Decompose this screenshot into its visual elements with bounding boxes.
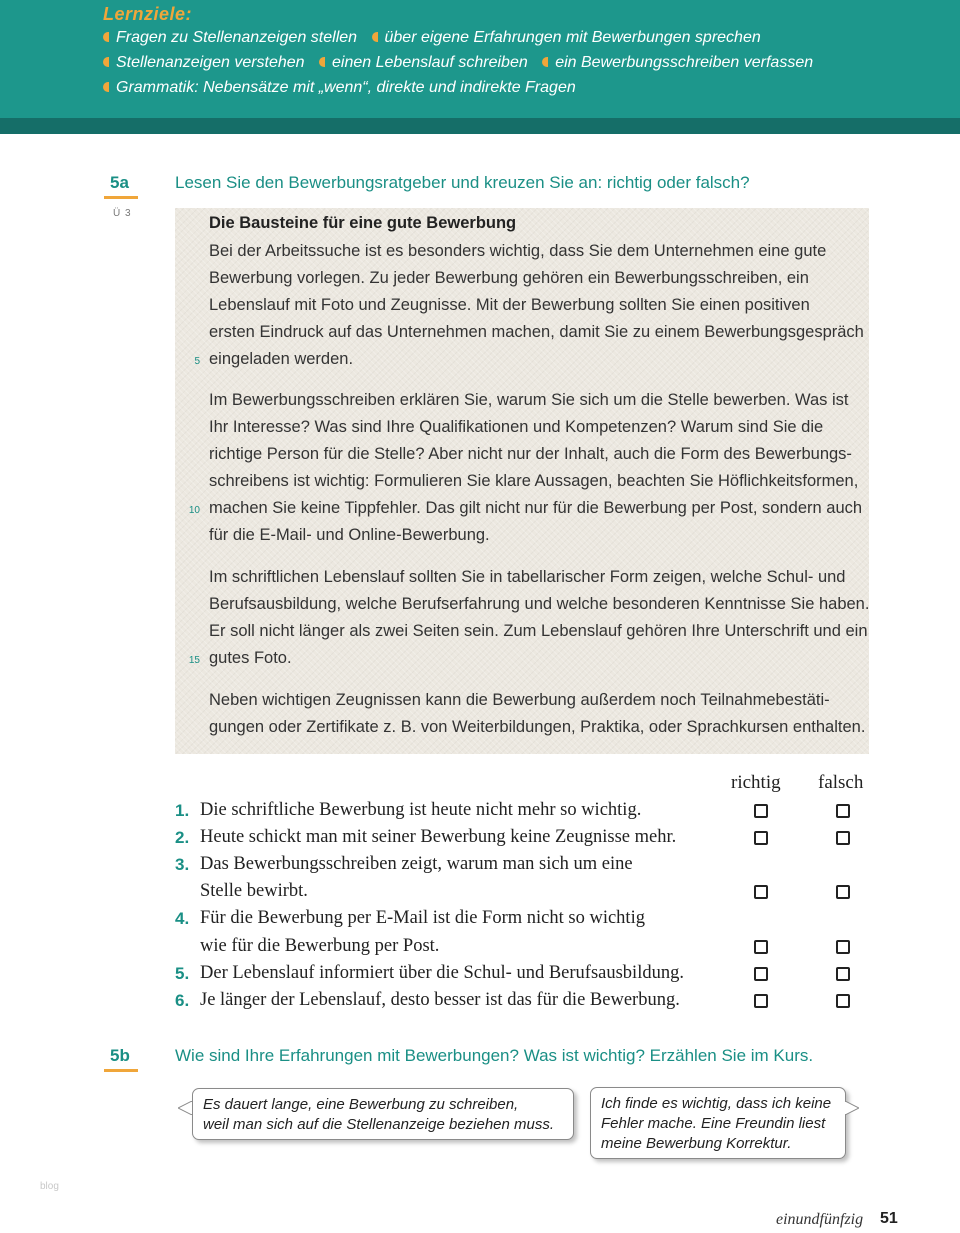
statement-text: Der Lebenslauf informiert über die Schul- und Berufsausbildung. xyxy=(200,963,684,983)
exercise-instruction-5b: Wie sind Ihre Erfahrungen mit Bewerbungen? Was ist wichtig? Erzählen Sie im Kurs. xyxy=(175,1046,814,1065)
text-line: gungen oder Zertifikate z. B. von Weiterbildungen, Praktika, oder Sprachkursen enthalten. xyxy=(209,718,866,736)
learning-goals-title: Lernziele: xyxy=(103,4,193,24)
text-line: machen Sie keine Tippfehler. Das gilt nicht nur für die Bewerbung per Post, sondern auch xyxy=(209,499,863,517)
statement-text: wie für die Bewerbung per Post. xyxy=(200,936,440,956)
header-bottom-strip xyxy=(0,118,960,134)
goal-bullet-icon xyxy=(103,57,109,67)
goal-bullet-icon xyxy=(542,57,548,67)
text-line: gutes Foto. xyxy=(209,649,292,667)
speech-bubble-right xyxy=(590,1087,846,1159)
statement-number: 3. xyxy=(175,855,190,874)
text-line: ersten Eindruck auf das Unternehmen machen, damit Sie zu einem Bewerbungsgespräch xyxy=(209,323,864,341)
exercise-number-5a: 5a xyxy=(110,173,129,192)
speech-bubble-line: Es dauert lange, eine Bewerbung zu schreiben, xyxy=(203,1096,519,1113)
statement-text: Für die Bewerbung per E-Mail ist die Form nicht so wichtig xyxy=(200,908,645,928)
statement-text: Heute schickt man mit seiner Bewerbung keine Zeugnisse mehr. xyxy=(200,827,677,847)
text-line: Im schriftlichen Lebenslauf sollten Sie in tabellarischer Form zeigen, welche Schul- und xyxy=(209,568,846,586)
statement-number: 5. xyxy=(175,964,190,983)
checkbox-richtig-5[interactable] xyxy=(754,967,768,981)
learning-goals-row-2 xyxy=(103,54,813,72)
speech-bubble-line: meine Bewerbung Korrektur. xyxy=(601,1135,792,1152)
text-line: eingeladen werden. xyxy=(209,350,354,368)
speech-bubble-left xyxy=(192,1088,574,1140)
speech-bubble-line: weil man sich auf die Stellenanzeige beziehen muss. xyxy=(203,1116,555,1133)
line-number: 5 xyxy=(194,356,200,367)
learning-goals-row-3 xyxy=(103,79,576,97)
statement-text: Stelle bewirbt. xyxy=(200,881,308,901)
checkbox-falsch-5[interactable] xyxy=(836,967,850,981)
speech-bubble-tail-icon xyxy=(845,1101,859,1115)
line-number: 15 xyxy=(188,655,200,666)
checkbox-richtig-2[interactable] xyxy=(754,831,768,845)
text-line: Bewerbung vorlegen. Zu jeder Bewerbung gehören ein Bewerbungsschreiben, ein xyxy=(209,269,809,287)
speech-bubble-line: Ich finde es wichtig, dass ich keine xyxy=(601,1095,832,1112)
checkbox-falsch-1[interactable] xyxy=(836,804,850,818)
checkbox-richtig-4[interactable] xyxy=(754,940,768,954)
goal-item: über eigene Erfahrungen mit Bewerbungen sprechen xyxy=(384,29,761,46)
page-number-word: einundfünfzig xyxy=(776,1211,864,1228)
goal-item: Stellenanzeigen verstehen xyxy=(116,54,305,71)
text-line: Neben wichtigen Zeugnissen kann die Bewerbung außerdem noch Teilnahmebestäti- xyxy=(209,691,830,709)
text-line: Im Bewerbungsschreiben erklären Sie, warum Sie sich um die Stelle bewerben. Was ist xyxy=(209,391,849,409)
checkbox-richtig-3[interactable] xyxy=(754,885,768,899)
goal-item: ein Bewerbungsschreiben verfassen xyxy=(555,54,814,71)
learning-goals-row-1 xyxy=(103,29,761,47)
statement-text: Je länger der Lebenslauf, desto besser ist das für die Bewerbung. xyxy=(200,990,680,1010)
goal-item: einen Lebenslauf schreiben xyxy=(332,54,528,71)
text-line: Ihr Interesse? Was sind Ihre Qualifikationen und Kompetenzen? Warum sind Sie die xyxy=(209,418,824,436)
workbook-reference: Ü 3 xyxy=(113,208,132,219)
text-line: für die E-Mail- und Online-Bewerbung. xyxy=(209,526,490,544)
statement-number: 6. xyxy=(175,991,190,1010)
checkbox-richtig-6[interactable] xyxy=(754,994,768,1008)
goal-item: Grammatik: Nebensätze mit „wenn“, direkte und indirekte Fragen xyxy=(116,79,576,96)
column-header-falsch: falsch xyxy=(818,772,864,793)
goal-item: Fragen zu Stellenanzeigen stellen xyxy=(116,29,358,46)
watermark-text: blog xyxy=(40,1181,59,1192)
goal-bullet-icon xyxy=(372,32,378,42)
text-line: Berufsausbildung, welche Berufserfahrung und welche besonderen Kenntnisse Sie haben. xyxy=(209,595,870,613)
speech-bubble-tail-icon xyxy=(178,1101,192,1115)
speech-bubble-line: Fehler mache. Eine Freundin liest xyxy=(601,1115,826,1132)
text-line: Bei der Arbeitssuche ist es besonders wichtig, dass Sie dem Unternehmen eine gute xyxy=(209,242,827,260)
statement-number: 2. xyxy=(175,828,190,847)
checkbox-falsch-2[interactable] xyxy=(836,831,850,845)
statement-text: Das Bewerbungsschreiben zeigt, warum man sich um eine xyxy=(200,854,633,874)
goal-bullet-icon xyxy=(103,32,109,42)
checkbox-falsch-3[interactable] xyxy=(836,885,850,899)
text-line: Er soll nicht länger als zwei Seiten sein. Zum Lebenslauf gehören Ihre Unterschrift und ein xyxy=(209,622,868,640)
checkbox-falsch-4[interactable] xyxy=(836,940,850,954)
text-line: richtige Person für die Stelle? Aber nicht nur der Inhalt, auch die Form des Bewerbungs- xyxy=(209,445,852,463)
goal-bullet-icon xyxy=(103,82,109,92)
checkbox-falsch-6[interactable] xyxy=(836,994,850,1008)
statement-text: Die schriftliche Bewerbung ist heute nicht mehr so wichtig. xyxy=(200,800,642,820)
line-number: 10 xyxy=(188,505,200,516)
statement-number: 1. xyxy=(175,801,190,820)
statement-number: 4. xyxy=(175,909,190,928)
text-line: schreibens ist wichtig: Formulieren Sie klare Aussagen, beachten Sie Höflichkeitsformen, xyxy=(209,472,859,490)
exercise-instruction-5a: Lesen Sie den Bewerbungsratgeber und kreuzen Sie an: richtig oder falsch? xyxy=(175,173,750,192)
page-number: 51 xyxy=(880,1210,898,1227)
goal-bullet-icon xyxy=(319,57,325,67)
exercise-number-5b: 5b xyxy=(110,1046,130,1065)
text-line: Lebenslauf mit Foto und Zeugnisse. Mit der Bewerbung sollten Sie einen positiven xyxy=(209,296,810,314)
checkbox-richtig-1[interactable] xyxy=(754,804,768,818)
reading-text-title: Die Bausteine für eine gute Bewerbung xyxy=(209,214,517,232)
exercise-number-underline xyxy=(104,1069,138,1072)
exercise-number-underline xyxy=(104,196,138,199)
column-header-richtig: richtig xyxy=(731,772,781,793)
